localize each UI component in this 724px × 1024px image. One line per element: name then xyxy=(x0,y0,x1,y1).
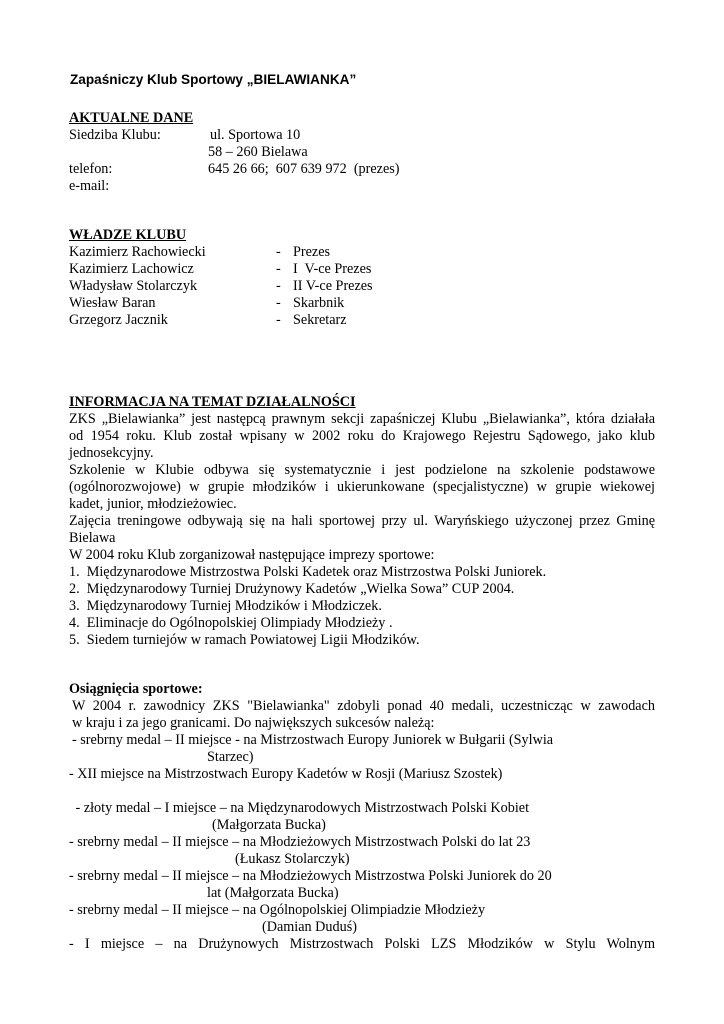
address-line-2: 58 – 260 Bielawa xyxy=(208,144,308,160)
achievement-line: W 2004 r. zawodnicy ZKS "Bielawianka" zdobyli ponad 40 medali, uczestnicząc w zawodach xyxy=(72,698,655,714)
activity-line: (ogólnorozwojowe) w grupie młodzików i ukierunkowane (specjalistyczne) w grupie wiekowej xyxy=(69,479,655,495)
member-role: Prezes xyxy=(293,244,331,260)
event-list-item: 1. Międzynarodowe Mistrzostwa Polski Kadetek oraz Mistrzostwa Polski Juniorek. xyxy=(69,564,547,580)
member-dash: - xyxy=(276,244,281,260)
member-dash: - xyxy=(276,295,281,311)
member-role: II V-ce Prezes xyxy=(293,278,373,294)
phone-label: telefon: xyxy=(69,161,113,177)
member-name: Władysław Stolarczyk xyxy=(69,278,198,294)
activity-heading: INFORMACJA NA TEMAT DZIAŁALNOŚCI xyxy=(69,394,356,410)
phone-value: 645 26 66; 607 639 972 (prezes) xyxy=(208,161,400,177)
email-label: e-mail: xyxy=(69,178,110,194)
achievement-line: - srebrny medal – II miejsce – na Młodzieżowych Mistrzostwach Polski do lat 23 xyxy=(69,834,531,850)
event-list-item: 3. Międzynarodowy Turniej Młodzików i Młodziczek. xyxy=(69,598,382,614)
seat-label: Siedziba Klubu: xyxy=(69,127,161,143)
achievement-line: - złoty medal – I miejsce – na Międzynarodowych Mistrzostwach Polski Kobiet xyxy=(72,800,530,816)
member-name: Kazimierz Rachowiecki xyxy=(69,244,206,260)
activity-line: Szkolenie w Klubie odbywa się systematycznie i jest podzielone na szkolenie podstawowe xyxy=(69,462,655,478)
club-title: Zapaśniczy Klub Sportowy „BIELAWIANKA” xyxy=(70,72,357,87)
member-name: Kazimierz Lachowicz xyxy=(69,261,194,277)
achievement-line: - I miejsce – na Drużynowych Mistrzostwach Polski LZS Młodzików w Stylu Wolnym xyxy=(69,936,655,952)
member-name: Wiesław Baran xyxy=(69,295,156,311)
achievement-line: - srebrny medal – II miejsce – na Młodzieżowych Mistrzostwa Polski Juniorek do 20 xyxy=(69,868,552,884)
activity-line: ZKS „Bielawianka” jest następcą prawnym sekcji zapaśniczej Klubu „Bielawianka”, która działała xyxy=(69,411,655,427)
event-list-item: 4. Eliminacje do Ogólnopolskiej Olimpiady Młodzieży . xyxy=(69,615,393,631)
member-dash: - xyxy=(276,278,281,294)
achievement-line: (Małgorzata Bucka) xyxy=(212,817,326,833)
achievement-line: (Damian Duduś) xyxy=(262,919,357,935)
achievement-line: Starzec) xyxy=(207,749,254,765)
achievement-line: - srebrny medal – II miejsce - na Mistrzostwach Europy Juniorek w Bułgarii (Sylwia xyxy=(72,732,554,748)
member-dash: - xyxy=(276,261,281,277)
achievements-heading: Osiągnięcia sportowe: xyxy=(69,681,203,697)
achievement-line: - srebrny medal – II miejsce – na Ogólnopolskiej Olimpiadzie Młodzieży xyxy=(69,902,486,918)
activity-line: Zajęcia treningowe odbywają się na hali sportowej przy ul. Waryńskiego użyczonej przez Gminę xyxy=(69,513,655,529)
activity-line: jednosekcyjny. xyxy=(69,445,154,461)
activity-line: Bielawa xyxy=(69,530,116,546)
achievement-line: - XII miejsce na Mistrzostwach Europy Kadetów w Rosji (Mariusz Szostek) xyxy=(69,766,503,782)
member-role: I V-ce Prezes xyxy=(293,261,372,277)
activity-line: od 1954 roku. Klub został wpisany w 2002 roku do Krajowego Rejestru Sądowego, jako klub xyxy=(69,428,655,444)
authorities-heading: WŁADZE KLUBU xyxy=(69,227,187,243)
achievement-line: w kraju i za jego granicami. Do największych sukcesów należą: xyxy=(72,715,435,731)
member-role: Skarbnik xyxy=(293,295,345,311)
event-list-item: 5. Siedem turniejów w ramach Powiatowej Ligii Młodzików. xyxy=(69,632,420,648)
member-dash: - xyxy=(276,312,281,328)
activity-line: W 2004 roku Klub zorganizował następujące imprezy sportowe: xyxy=(69,547,435,563)
achievement-line: (Łukasz Stolarczyk) xyxy=(235,851,350,867)
current-data-heading: AKTUALNE DANE xyxy=(69,110,194,126)
activity-line: kadet, junior, młodzieżowiec. xyxy=(69,496,237,512)
event-list-item: 2. Międzynarodowy Turniej Drużynowy Kadetów „Wielka Sowa” CUP 2004. xyxy=(69,581,515,597)
achievement-line: lat (Małgorzata Bucka) xyxy=(207,885,339,901)
member-role: Sekretarz xyxy=(293,312,347,328)
member-name: Grzegorz Jacznik xyxy=(69,312,168,328)
address-line-1: ul. Sportowa 10 xyxy=(210,127,301,143)
